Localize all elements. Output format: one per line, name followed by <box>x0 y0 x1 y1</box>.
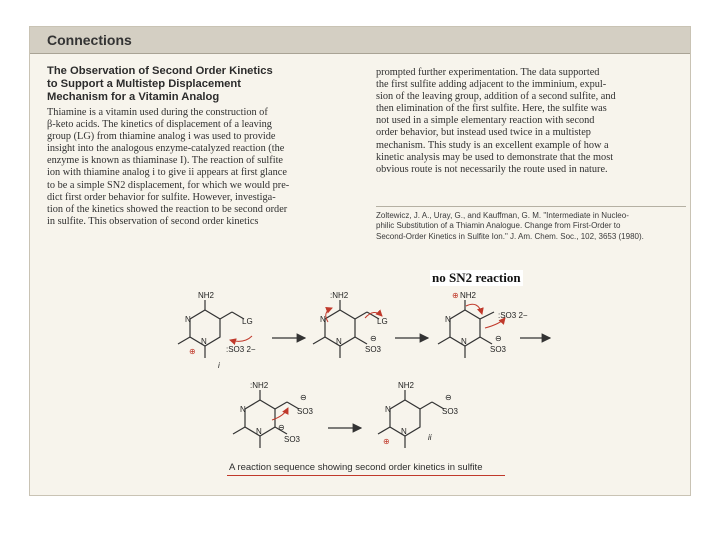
nitrogen-label: N <box>401 427 407 436</box>
plus-charge: ⊕ <box>452 291 459 300</box>
text-line: then elimination of the first sulfite. Here, the sulfite was <box>376 103 607 115</box>
text-line: the first sulfite adding adjacent to the imminium, expul- <box>376 79 607 91</box>
text-line: Thiamine is a vitamin used during the construction of <box>47 107 268 118</box>
nitrogen-label: N <box>256 427 262 436</box>
minus-charge: ⊖ <box>278 423 285 432</box>
text-line: mechanism. This study is an excellent example of how a <box>376 139 609 151</box>
text-line: to be a simple SN2 displacement, for which we would pre- <box>47 179 290 191</box>
amine-label: :NH2 <box>330 291 349 300</box>
nitrogen-label: N <box>185 315 191 324</box>
reference-line: Zoltewicz, J. A., Uray, G., and Kauffman, G. M. "Intermediate in Nucleo- <box>376 211 629 220</box>
amine-label: NH2 <box>460 291 477 300</box>
text-line: group (LG) from thiamine analog i was used to provide <box>47 131 276 143</box>
text-line: insight into the analogous enzyme-catalyzed reaction (the <box>47 143 285 155</box>
heading-line: The Observation of Second Order Kinetics <box>47 65 273 77</box>
text-line: obvious route is not necessarily the route used in nature. <box>376 163 608 175</box>
reference-divider <box>376 206 686 207</box>
leaving-group-label: LG <box>242 317 253 326</box>
scheme-caption: A reaction sequence showing second order kinetics in sulfite <box>229 462 483 473</box>
minus-charge: ⊖ <box>300 393 307 402</box>
sulfite-label: SO3 <box>365 345 382 354</box>
article-heading <box>47 65 361 104</box>
sulfite-label: SO3 <box>442 407 459 416</box>
text-line: dict first order behavior for sulfite. However, investiga- <box>47 191 276 203</box>
minus-charge: ⊖ <box>370 334 377 343</box>
text-line: kinetic analysis may be used to demonstrate that the most <box>376 151 614 163</box>
no-sn2-annotation: no SN2 reaction <box>432 270 521 285</box>
nitrogen-label: N <box>320 315 326 324</box>
nitrogen-label: N <box>336 337 342 346</box>
text-line: not used in a simple elementary reaction with second <box>376 115 595 127</box>
text-line: in sulfite. This observation of second order kinetics <box>47 215 259 227</box>
nitrogen-label: N <box>201 337 207 346</box>
text-line: enzyme is known as thiaminase I). The reaction of sulfite <box>47 155 283 167</box>
minus-charge: ⊖ <box>445 393 452 402</box>
text-line: sion of the leaving group, addition of a second sulfite, and <box>376 91 616 103</box>
plus-charge: ⊕ <box>189 347 196 356</box>
reaction-scheme <box>160 288 560 478</box>
compound-label-ii: ii <box>428 433 432 442</box>
amine-label: NH2 <box>198 291 215 300</box>
leaving-group-label: LG <box>377 317 388 326</box>
sulfite-label: :SO3 2− <box>498 311 528 320</box>
reference-line: Second-Order Kinetics in Sulfite Ion." J. Am. Chem. Soc., 102, 3653 (1980). <box>376 231 644 241</box>
heading-line: to Support a Multistep Displacement <box>47 78 241 90</box>
reference-line: philic Substitution of a Thiamin Analogue. Change from First-Order to <box>376 221 621 231</box>
plus-charge: ⊕ <box>383 437 390 446</box>
right-column <box>376 67 684 176</box>
amine-label: :NH2 <box>250 381 269 390</box>
nitrogen-label: N <box>385 405 391 414</box>
banner-title: Connections <box>47 32 132 48</box>
caption-underline <box>227 475 505 476</box>
electron-arrow <box>230 336 252 341</box>
compound-label-i: i <box>218 361 220 370</box>
amine-label: NH2 <box>398 381 415 390</box>
connections-banner <box>30 27 690 54</box>
nitrogen-label: N <box>240 405 246 414</box>
reference-citation <box>376 211 686 242</box>
left-paragraph <box>47 107 361 228</box>
nitrogen-label: N <box>445 315 451 324</box>
electron-arrow <box>272 408 288 420</box>
text-line: β-keto acids. The kinetics of displacement of a leaving <box>47 119 272 131</box>
minus-charge: ⊖ <box>495 334 502 343</box>
text-line: prompted further experimentation. The data supported <box>376 67 600 78</box>
text-line: order behavior, but instead used twice in a multistep <box>376 127 591 139</box>
sulfite-label: :SO3 2− <box>226 345 256 354</box>
left-column <box>47 65 361 228</box>
sulfite-label: SO3 <box>284 435 301 444</box>
nitrogen-label: N <box>461 337 467 346</box>
sulfite-label: SO3 <box>297 407 314 416</box>
sulfite-label: SO3 <box>490 345 507 354</box>
text-line: ion with thiamine analog i to give ii appears at first glance <box>47 167 287 179</box>
text-line: tion of the kinetics showed the reaction to be second order <box>47 203 288 215</box>
heading-line: Mechanism for a Vitamin Analog <box>47 91 220 103</box>
